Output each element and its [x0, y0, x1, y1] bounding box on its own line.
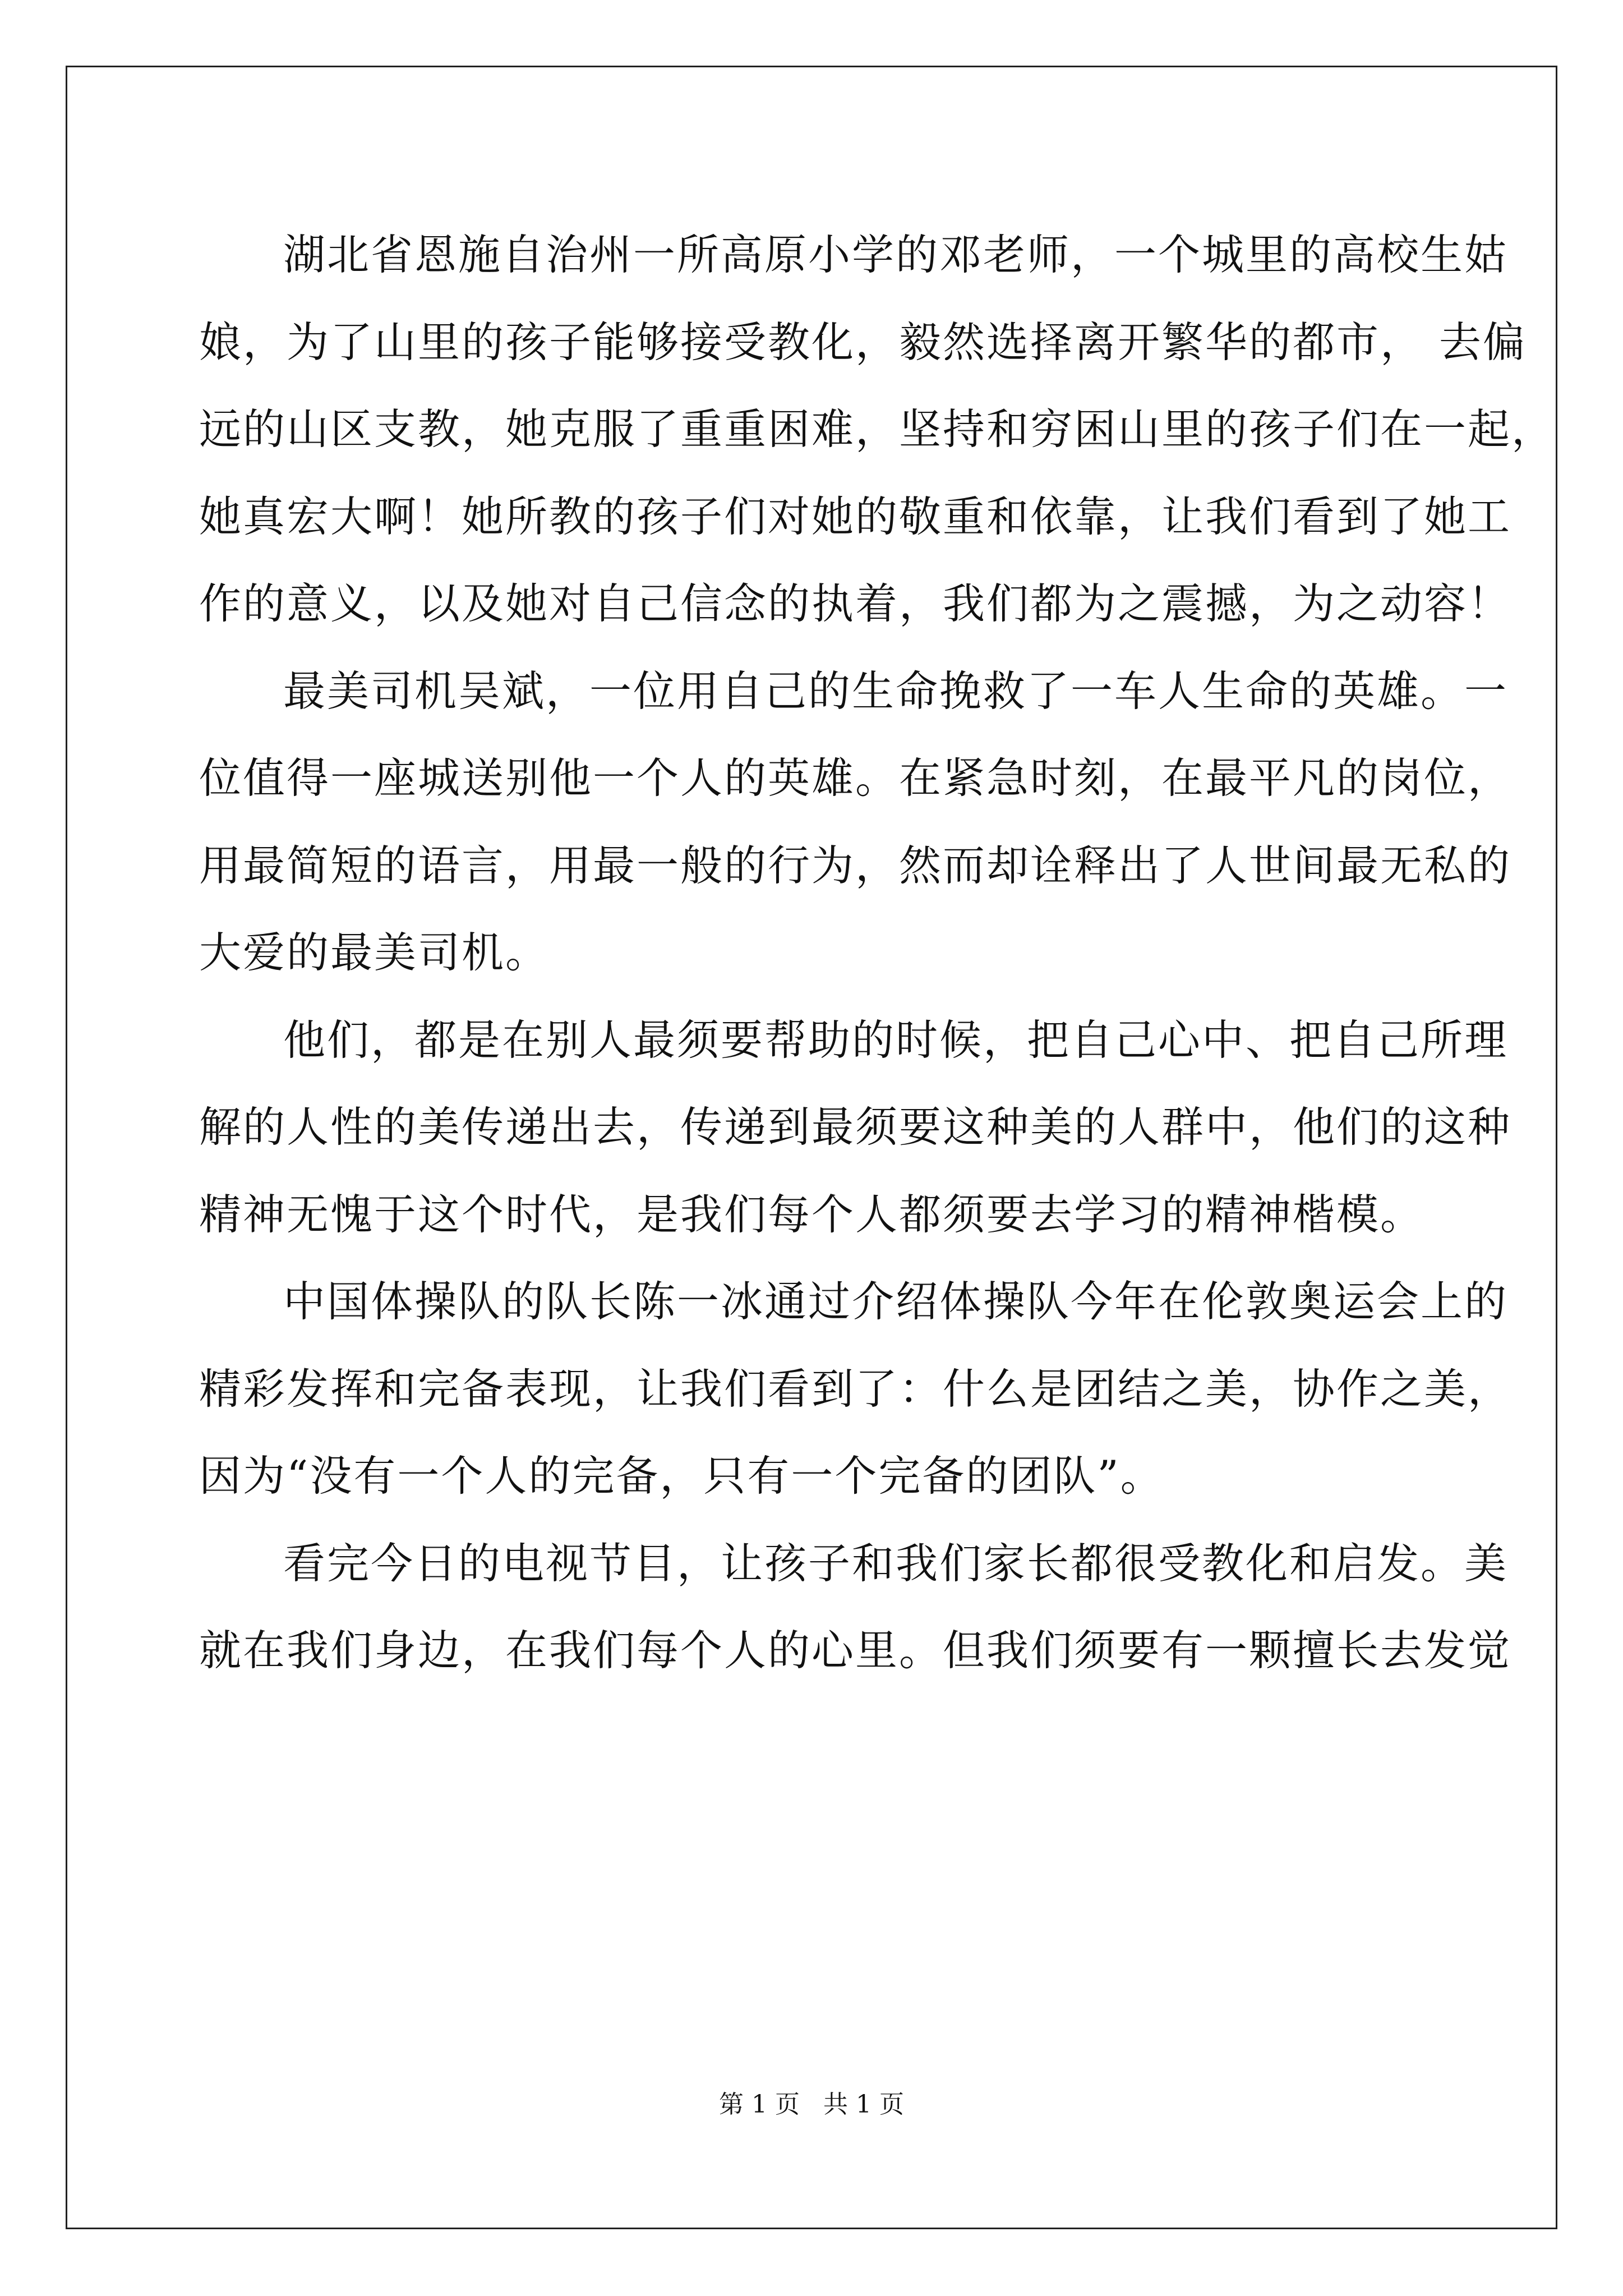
text-line: 用最简短的语言，用最一般的行为，然而却诠释出了人世间最无私的 — [199, 840, 1512, 890]
text-line: 中国体操队的队长陈一冰通过介绍体操队今年在伦敦奥运会上的 — [283, 1277, 1509, 1326]
document-body — [199, 211, 1556, 1695]
text-line: 她真宏大啊！她所教的孩子们对她的敬重和依靠，让我们看到了她工 — [199, 491, 1512, 541]
page-number-footer — [0, 2088, 1623, 2122]
text-line: 远的山区支教，她克服了重重困难，坚持和穷困山里的孩子们在一起， — [199, 404, 1556, 454]
text-line: 精神无愧于这个时代，是我们每个人都须要去学习的精神楷模。 — [199, 1189, 1424, 1239]
paragraph-3 — [199, 997, 1512, 1259]
text-line: 最美司机吴斌，一位用自己的生命挽救了一车人生命的英雄。一 — [283, 666, 1509, 716]
text-line: 解的人性的美传递出去，传递到最须要这种美的人群中，他们的这种 — [199, 1102, 1512, 1152]
text-line: 他们，都是在别人最须要帮助的时候，把自己心中、把自己所理 — [283, 1015, 1509, 1065]
paragraph-1 — [199, 211, 1556, 648]
paragraph-2 — [199, 648, 1512, 997]
text-line: 位值得一座城送别他一个人的英雄。在紧急时刻，在最平凡的岗位， — [199, 753, 1512, 803]
text-line: 精彩发挥和完备表现，让我们看到了：什么是团结之美，协作之美， — [199, 1364, 1512, 1414]
text-line: 就在我们身边，在我们每个人的心里。但我们须要有一颗擅长去发觉 — [199, 1626, 1512, 1675]
text-line: 娘，为了山里的孩子能够接受教化，毅然选择离开繁华的都市， 去偏 — [199, 317, 1527, 367]
text-line: 看完今日的电视节目，让孩子和我们家长都很受教化和启发。美 — [283, 1538, 1509, 1588]
paragraph-4 — [199, 1258, 1512, 1520]
page-indicator: 第 1 页 共 1 页 — [719, 2090, 904, 2119]
text-line: 大爱的最美司机。 — [199, 928, 550, 977]
paragraph-5 — [199, 1520, 1512, 1695]
text-line: 湖北省恩施自治州一所高原小学的邓老师，一个城里的高校生姑 — [283, 230, 1509, 279]
text-line: 因为“没有一个人的完备，只有一个完备的团队”。 — [199, 1451, 1164, 1501]
text-line: 作的意义，以及她对自己信念的执着，我们都为之震撼，为之动容！ — [199, 579, 1512, 628]
